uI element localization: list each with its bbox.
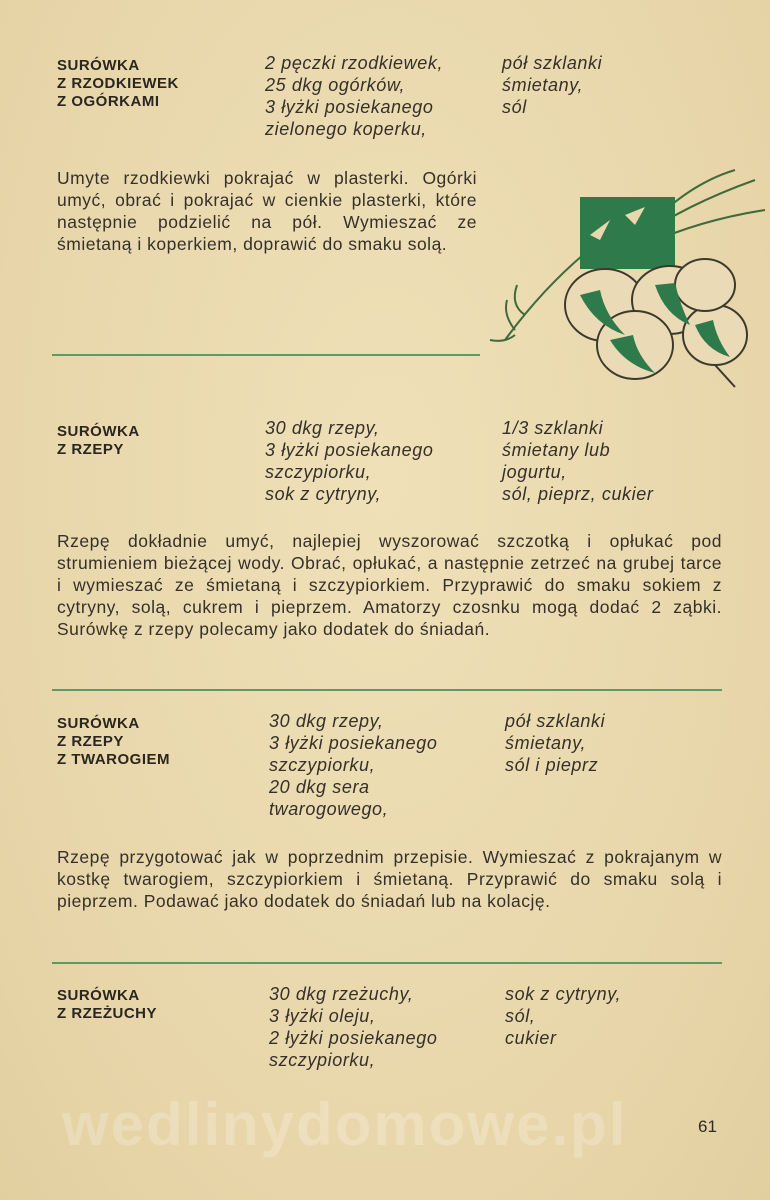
recipe-2-method: Rzepę dokładnie umyć, najlepiej wyszorować szczotką i opłukać pod strumieniem bieżącej wody. Obrać, opłukać, a następnie zetrzeć na grubej tarce i wymieszać ze śmietaną i szczypiorkiem. Przyprawić do smaku sokiem z cytryny, solą, cukrem i pieprzem. Amatorzy czosnku mogą dodać 2 ząbki. Surówkę z rzepy polecamy jako dodatek do śniadań. — [57, 531, 722, 639]
radish-bunch-icon — [485, 165, 770, 390]
page-number: 61 — [698, 1117, 717, 1136]
recipe-3-ingredients-col2: pół szklanki śmietany, sól i pieprz — [505, 711, 606, 775]
recipe-4-title: SURÓWKA Z RZEŻUCHY — [57, 987, 157, 1022]
watermark: wedlinydomowe.pl — [62, 1091, 628, 1158]
recipe-3-method: Rzepę przygotować jak w poprzednim przepisie. Wymieszać z pokrajanym w kostkę twarogiem, szczypiorkiem i śmietaną. Przyprawić do smaku solą i pieprzem. Podawać jako dodatek do śniadań lub na kolację. — [57, 847, 722, 911]
section-divider — [52, 962, 722, 964]
recipe-3-title: SURÓWKA Z RZEPY Z TWAROGIEM — [57, 715, 170, 768]
section-divider — [52, 354, 480, 356]
recipe-4-ingredients-col2: sok z cytryny, sól, cukier — [505, 984, 622, 1048]
section-divider — [52, 689, 722, 691]
recipe-1-ingredients-col2: pół szklanki śmietany, sól — [502, 53, 603, 117]
recipe-1-ingredients-col1: 2 pęczki rzodkiewek, 25 dkg ogórków, 3 łyżki posiekanego zielonego koperku, — [265, 53, 444, 139]
recipe-2-ingredients-col1: 30 dkg rzepy, 3 łyżki posiekanego szczypiorku, sok z cytryny, — [265, 418, 434, 504]
recipe-1-title: SURÓWKA Z RZODKIEWEK Z OGÓRKAMI — [57, 57, 179, 110]
recipe-3-ingredients-col1: 30 dkg rzepy, 3 łyżki posiekanego szczypiorku, 20 dkg sera twarogowego, — [269, 711, 438, 819]
recipe-1-method: Umyte rzodkiewki pokrajać w plasterki. Ogórki umyć, obrać i pokrajać w cienkie plasterki, które następnie podzielić na pół. Wymieszać ze śmietaną i koperkiem, doprawić do smaku solą. — [57, 168, 477, 254]
recipe-4-ingredients-col1: 30 dkg rzeżuchy, 3 łyżki oleju, 2 łyżki posiekanego szczypiorku, — [269, 984, 438, 1070]
recipe-2-ingredients-col2: 1/3 szklanki śmietany lub jogurtu, sól, pieprz, cukier — [502, 418, 654, 504]
recipe-2-title: SURÓWKA Z RZEPY — [57, 423, 140, 458]
